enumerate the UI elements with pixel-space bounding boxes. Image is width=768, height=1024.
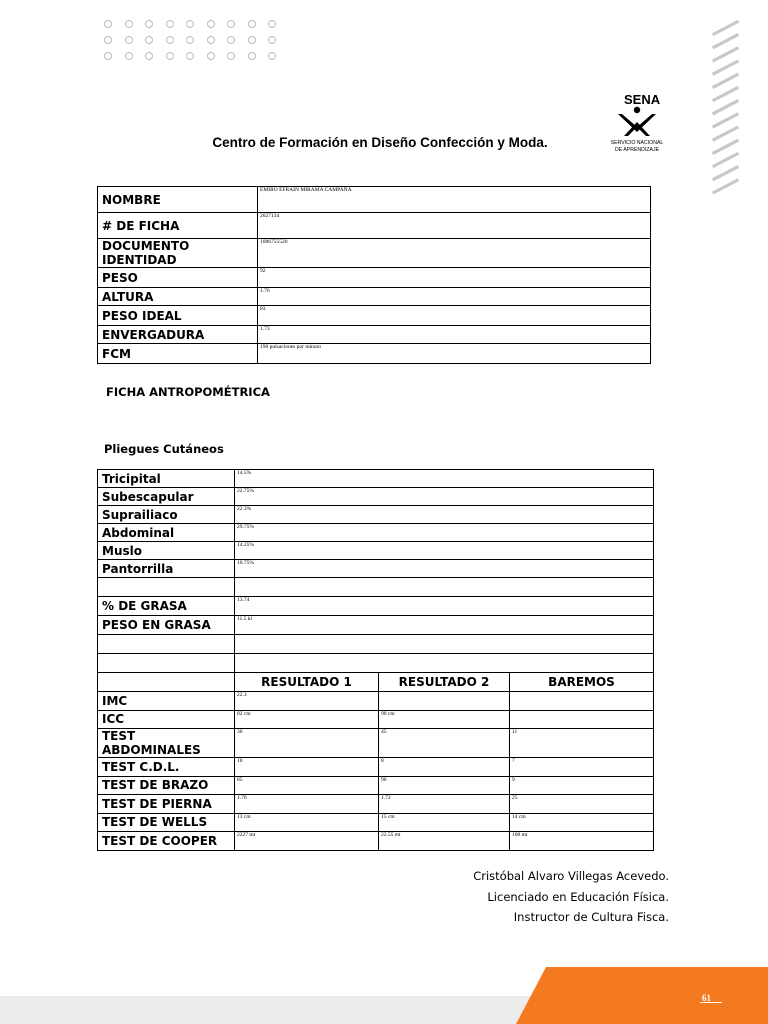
result-1-value: 85: [235, 776, 379, 795]
decorative-dot: [166, 20, 174, 28]
info-label: FCM: [98, 344, 258, 364]
empty-cell: [98, 673, 235, 692]
info-row: [98, 288, 651, 306]
decorative-stripe: [714, 35, 737, 47]
measurements-table: [97, 469, 654, 851]
body-fat-label: PESO EN GRASA: [98, 616, 235, 635]
skinfold-row: [98, 560, 654, 578]
skinfold-row: [98, 542, 654, 560]
result-2-value: 22.55 mt: [379, 832, 510, 851]
decorative-dot: [268, 20, 276, 28]
skinfold-value: 10.75%: [235, 560, 654, 578]
info-value: 1.76: [258, 288, 651, 306]
skinfold-label: Abdominal: [98, 524, 235, 542]
decorative-stripes: [712, 20, 740, 198]
page-number: 61: [702, 993, 711, 1003]
skinfold-value: 22.75%: [235, 488, 654, 506]
info-label: # DE FICHA: [98, 213, 258, 239]
decorative-dot: [207, 36, 215, 44]
result-row: [98, 776, 654, 795]
skinfold-row: [98, 470, 654, 488]
decorative-dot: [186, 52, 194, 60]
skinfold-label: Subescapular: [98, 488, 235, 506]
decorative-dot: [227, 52, 235, 60]
decorative-dot: [125, 52, 133, 60]
results-header: BAREMOS: [510, 673, 654, 692]
decorative-stripe: [714, 180, 737, 192]
decorative-stripe: [714, 62, 737, 74]
result-row: [98, 758, 654, 777]
result-1-value: 10: [235, 758, 379, 777]
logo-wordmark: SENA: [624, 92, 661, 107]
decorative-dot: [125, 36, 133, 44]
spacer-row: [98, 654, 654, 673]
result-1-value: 22.3: [235, 692, 379, 711]
decorative-dot: [166, 52, 174, 60]
decorative-dot: [186, 20, 194, 28]
decorative-stripe: [714, 88, 737, 100]
document-title: Centro de Formación en Diseño Confección y Moda.: [212, 135, 548, 150]
info-value: EMIRO EFRAIN MIRAMA CAMPAÑA: [258, 187, 651, 213]
info-value: 190 pulsaciones por minuto: [258, 344, 651, 364]
result-1-value: 30: [235, 729, 379, 758]
info-row: [98, 344, 651, 364]
decorative-stripe: [714, 48, 737, 60]
skinfold-value: 14.25%: [235, 542, 654, 560]
info-row: [98, 306, 651, 326]
info-row: [98, 268, 651, 288]
baremos-value: 7: [510, 758, 654, 777]
info-row: [98, 213, 651, 239]
baremos-value: 11: [510, 729, 654, 758]
empty-cell: [98, 635, 235, 654]
baremos-value: 14 cm: [510, 813, 654, 832]
baremos-value: [510, 692, 654, 711]
result-row: [98, 692, 654, 711]
result-label: TEST ABDOMINALES: [98, 729, 235, 758]
decorative-dot: [248, 36, 256, 44]
decorative-dot: [207, 20, 215, 28]
baremos-value: 100 mt: [510, 832, 654, 851]
result-1-value: 2227 mt: [235, 832, 379, 851]
decorative-stripe: [714, 101, 737, 113]
decorative-dot: [268, 36, 276, 44]
results-header: RESULTADO 1: [235, 673, 379, 692]
result-2-value: 8: [379, 758, 510, 777]
info-label: ALTURA: [98, 288, 258, 306]
result-2-value: [379, 692, 510, 711]
decorative-dot: [145, 20, 153, 28]
logo-subtitle-2: DE APRENDIZAJE: [614, 147, 660, 153]
info-label: ENVERGADURA: [98, 326, 258, 344]
result-label: TEST DE WELLS: [98, 813, 235, 832]
decorative-stripe: [714, 128, 737, 140]
decorative-dot: [227, 20, 235, 28]
result-label: TEST DE BRAZO: [98, 776, 235, 795]
decorative-dot: [248, 52, 256, 60]
result-row: [98, 795, 654, 814]
decorative-dot: [104, 20, 112, 28]
decorative-stripe: [714, 114, 737, 126]
result-1-value: 82 cm: [235, 710, 379, 729]
result-2-value: 90 cm: [379, 710, 510, 729]
skinfold-value: 22.3%: [235, 506, 654, 524]
result-2-value: 1.72: [379, 795, 510, 814]
info-row: [98, 326, 651, 344]
info-value: 92: [258, 268, 651, 288]
baremos-value: 25: [510, 795, 654, 814]
body-fat-value: 11.5 kl: [235, 616, 654, 635]
skinfold-label: Tricipital: [98, 470, 235, 488]
info-label: DOCUMENTO IDENTIDAD: [98, 239, 258, 268]
anthropometric-heading: FICHA ANTROPOMÉTRICA: [106, 385, 270, 399]
decorative-dot: [227, 36, 235, 44]
result-2-value: 15 cm: [379, 813, 510, 832]
decorative-dot: [145, 36, 153, 44]
result-row: [98, 729, 654, 758]
decorative-dot: [207, 52, 215, 60]
result-label: IMC: [98, 692, 235, 711]
skinfold-value: 14.5%: [235, 470, 654, 488]
skinfold-label: Muslo: [98, 542, 235, 560]
result-1-value: 13 cm: [235, 813, 379, 832]
decorative-dot: [248, 20, 256, 28]
empty-cell: [235, 654, 654, 673]
skinfolds-heading: Pliegues Cutáneos: [104, 442, 224, 456]
result-1-value: 1.70: [235, 795, 379, 814]
decorative-dot: [125, 20, 133, 28]
decorative-stripe: [714, 22, 737, 34]
empty-cell: [235, 578, 654, 597]
empty-cell: [98, 578, 235, 597]
result-2-value: 90: [379, 776, 510, 795]
body-fat-value: 13.74: [235, 597, 654, 616]
info-value: 83: [258, 306, 651, 326]
result-label: TEST DE COOPER: [98, 832, 235, 851]
decorative-stripe: [714, 75, 737, 87]
result-row: [98, 813, 654, 832]
logo-subtitle-1: SERVICIO NACIONAL: [610, 140, 664, 146]
decorative-dot: [104, 52, 112, 60]
decorative-stripe: [714, 154, 737, 166]
skinfold-label: Suprailiaco: [98, 506, 235, 524]
info-row: [98, 239, 651, 268]
result-row: [98, 710, 654, 729]
decorative-dot-grid: [104, 20, 284, 70]
decorative-stripe: [714, 141, 737, 153]
info-value: 2627134: [258, 213, 651, 239]
info-label: NOMBRE: [98, 187, 258, 213]
empty-cell: [98, 654, 235, 673]
empty-cell: [235, 635, 654, 654]
decorative-dot: [268, 52, 276, 60]
result-row: [98, 832, 654, 851]
result-label: TEST DE PIERNA: [98, 795, 235, 814]
skinfold-row: [98, 488, 654, 506]
info-label: PESO IDEAL: [98, 306, 258, 326]
personal-info-table: [97, 186, 651, 364]
body-fat-row: [98, 597, 654, 616]
skinfold-value: 29.75%: [235, 524, 654, 542]
info-label: PESO: [98, 268, 258, 288]
body-fat-row: [98, 616, 654, 635]
results-header: RESULTADO 2: [379, 673, 510, 692]
decorative-dot: [166, 36, 174, 44]
decorative-stripe: [714, 167, 737, 179]
result-2-value: 45: [379, 729, 510, 758]
signature-degree: Licenciado en Educación Física.: [487, 889, 669, 904]
decorative-dot: [186, 36, 194, 44]
spacer-row: [98, 635, 654, 654]
spacer-row: [98, 578, 654, 597]
signature-name: Cristóbal Alvaro Villegas Acevedo.: [473, 869, 669, 883]
signature-block: [473, 866, 669, 928]
result-label: TEST C.D.L.: [98, 758, 235, 777]
skinfold-row: [98, 506, 654, 524]
skinfold-row: [98, 524, 654, 542]
results-header-row: [98, 673, 654, 692]
baremos-value: [510, 710, 654, 729]
info-value: 1.73: [258, 326, 651, 344]
decorative-dot: [145, 52, 153, 60]
footer-accent-shape: [0, 967, 768, 1024]
info-value: 1086755520: [258, 239, 651, 268]
baremos-value: 9: [510, 776, 654, 795]
signature-role: Instructor de Cultura Fisca.: [513, 910, 669, 924]
body-fat-label: % DE GRASA: [98, 597, 235, 616]
result-label: ICC: [98, 710, 235, 729]
info-row: [98, 187, 651, 213]
skinfold-label: Pantorrilla: [98, 560, 235, 578]
decorative-dot: [104, 36, 112, 44]
